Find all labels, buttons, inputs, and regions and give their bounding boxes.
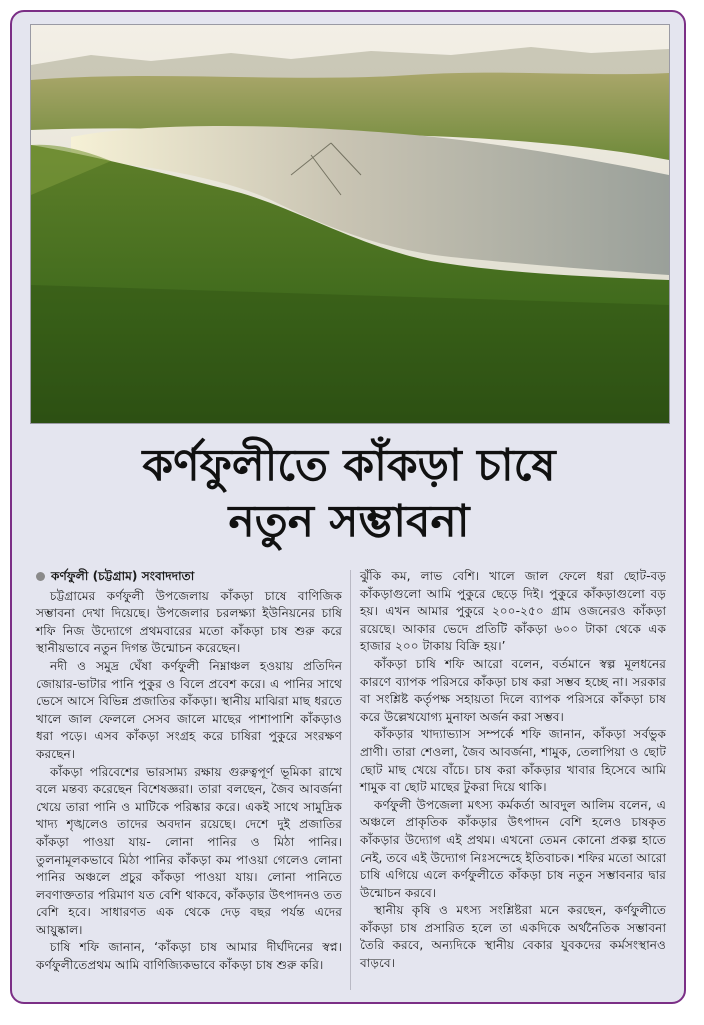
paragraph: কাঁকড়া চাষি শফি আরো বলেন, বর্তমানে স্বল্প মূলধনের কারণে ব্যাপক পরিসরে কাঁকড়া চাষ করা সম্ভব হচ্ছে না। সরকার বা সংশ্লিষ্ট কর্তৃপক্ষ সহায়তা দিলে ব্যাপক পরিসরে কাঁকড়া চাষ করে উল্লেখযোগ্য মুনাফা অর্জন করা সম্ভব। (360, 656, 666, 724)
article-column-left (36, 568, 342, 975)
headline-line-1: কর্ণফুলীতে কাঁকড়া চাষে (142, 440, 556, 491)
byline (36, 568, 342, 586)
paragraph: চট্টগ্রামের কর্ণফুলী উপজেলায় কাঁকড়া চাষে বাণিজিক সম্ভাবনা দেখা দিয়েছে। উপজেলার চরলক্ষ্যা ইউনিয়নের চাষি শফি নিজ উদ্যোগে প্রথমবারের মতো কাঁকড়া চাষ শুরু করে স্থানীয়ভাবে নতুন দিগন্ত উন্মোচন করেছেন। (36, 588, 342, 656)
paragraph: ঝুঁকি কম, লাভ বেশি। খালে জাল ফেলে ধরা ছোট-বড় কাঁকড়াগুলো আমি পুকুরে ছেড়ে দিই। পুকুরে কাঁকড়াগুলো বড় হয়। এখন আমার পুকুরে ২০০-২৫০ গ্রাম ওজনেরও কাঁকড়া রয়েছে। আকার ভেদে প্রতিটি কাঁকড়া ৬০০ টাকা থেকে এক হাজার ২০০ টাকায় বিক্রি হয়।’ (360, 569, 666, 654)
bullet-dot-icon (36, 572, 45, 581)
paragraph: নদী ও সমুদ্র ঘেঁষা কর্ণফুলী নিম্নাঞ্চল হওয়ায় প্রতিদিন জোয়ার-ভাটার পানি পুকুর ও বিলে প্রবেশ করে। এ পানির সাথে ভেসে আসে বিভিন্ন প্রজাতির কাঁকড়া। স্থানীয় মাঝিরা মাছ ধরতে খালে জাল ফেললে সেসব জালে মাছের পাশাপাশি কাঁকড়াও ধরা পড়ে। এসব কাঁকড়া সংগ্রহ করে চাষিরা পুকুরে সংরক্ষণ করছেন। (36, 658, 342, 761)
headline-line-2: নতুন সম্ভাবনা (228, 496, 470, 547)
article-column-right (360, 568, 666, 973)
article-photo (30, 24, 670, 424)
paragraph: স্থানীয় কৃষি ও মৎস্য সংশ্লিষ্টরা মনে করছেন, কর্ণফুলীতে কাঁকড়া চাষ প্রসারিত হলে তা একদিকে অর্থনৈতিক সম্ভাবনা তৈরি করবে, অন্যদিকে স্থানীয় বেকার যুবকদের কর্মসংস্থানও বাড়বে। (360, 903, 666, 971)
paragraph: কাঁকড়ার খাদ্যাভ্যাস সম্পর্কে শফি জানান, কাঁকড়া সর্বভুক প্রাণী। তারা শেওলা, জৈব আবর্জনা, শামুক, তেলাপিয়া ও ছোট ছোট মাছ খেয়ে বাঁচে। চাষ করা কাঁকড়ার খাবার হিসেবে আমি শামুক বা ছোট মাছের টুকরা দিয়ে থাকি। (360, 727, 666, 795)
paragraph: কর্ণফুলী উপজেলা মৎস্য কর্মকর্তা আবদুল আলিম বলেন, এ অঞ্চলে প্রাকৃতিক কাঁকড়ার উৎপাদন বেশি হলেও চাষকৃত কাঁকড়ার উদ্যোগ এই প্রথম। এখনো তেমন কোনো প্রকল্প হাতে নেই, তবে এই উদ্যোগ নিঃসন্দেহে ইতিবাচক। শফির মতো আরো চাষি এগিয়ে এলে কর্ণফুলীতে কাঁকড়া চাষ নতুন সম্ভাবনার দ্বার উন্মোচন করবে। (360, 797, 666, 900)
byline-text: কর্ণফুলী (চট্টগ্রাম) সংবাদদাতা (51, 569, 195, 583)
paragraph: চাষি শফি জানান, ‘কাঁকড়া চাষ আমার দীর্ঘদিনের স্বপ্ন। কর্ণফুলীতেপ্রথম আমি বাণিজ্যিকভাবে কাঁকড়া চাষ শুরু করি। (36, 940, 342, 973)
paragraph: কাঁকড়া পরিবেশের ভারসাম্য রক্ষায় গুরুত্বপূর্ণ ভূমিকা রাখে বলে মন্তব্য করেছেন বিশেষজ্ঞরা। তারা বলছেন, জৈব আবর্জনা খেয়ে তারা পানি ও মাটিকে পরিষ্কার করে। একই সাথে সামুদ্রিক খাদ্য শৃঙ্খলেও তাদের অবদান রয়েছে। দেশে দুই প্রজাতির কাঁকড়া পাওয়া যায়- লোনা পানির ও মিঠা পানির। তুলনামূলকভাবে মিঠা পানির কাঁকড়া কম পাওয়া গেলেও লোনা পানির অঞ্চলে প্রচুর কাঁকড়া পাওয়া যায়। লোনা পানিতে লবণাক্ততার পরিমাণ যত বেশি থাকবে, কাঁকড়ার উৎপাদনও তত বেশি হবে। সাধারণত এক থেকে দেড় বছর পর্যন্ত এদের আয়ুষ্কাল। (36, 764, 342, 937)
column-divider (350, 570, 351, 990)
headline (30, 438, 668, 550)
